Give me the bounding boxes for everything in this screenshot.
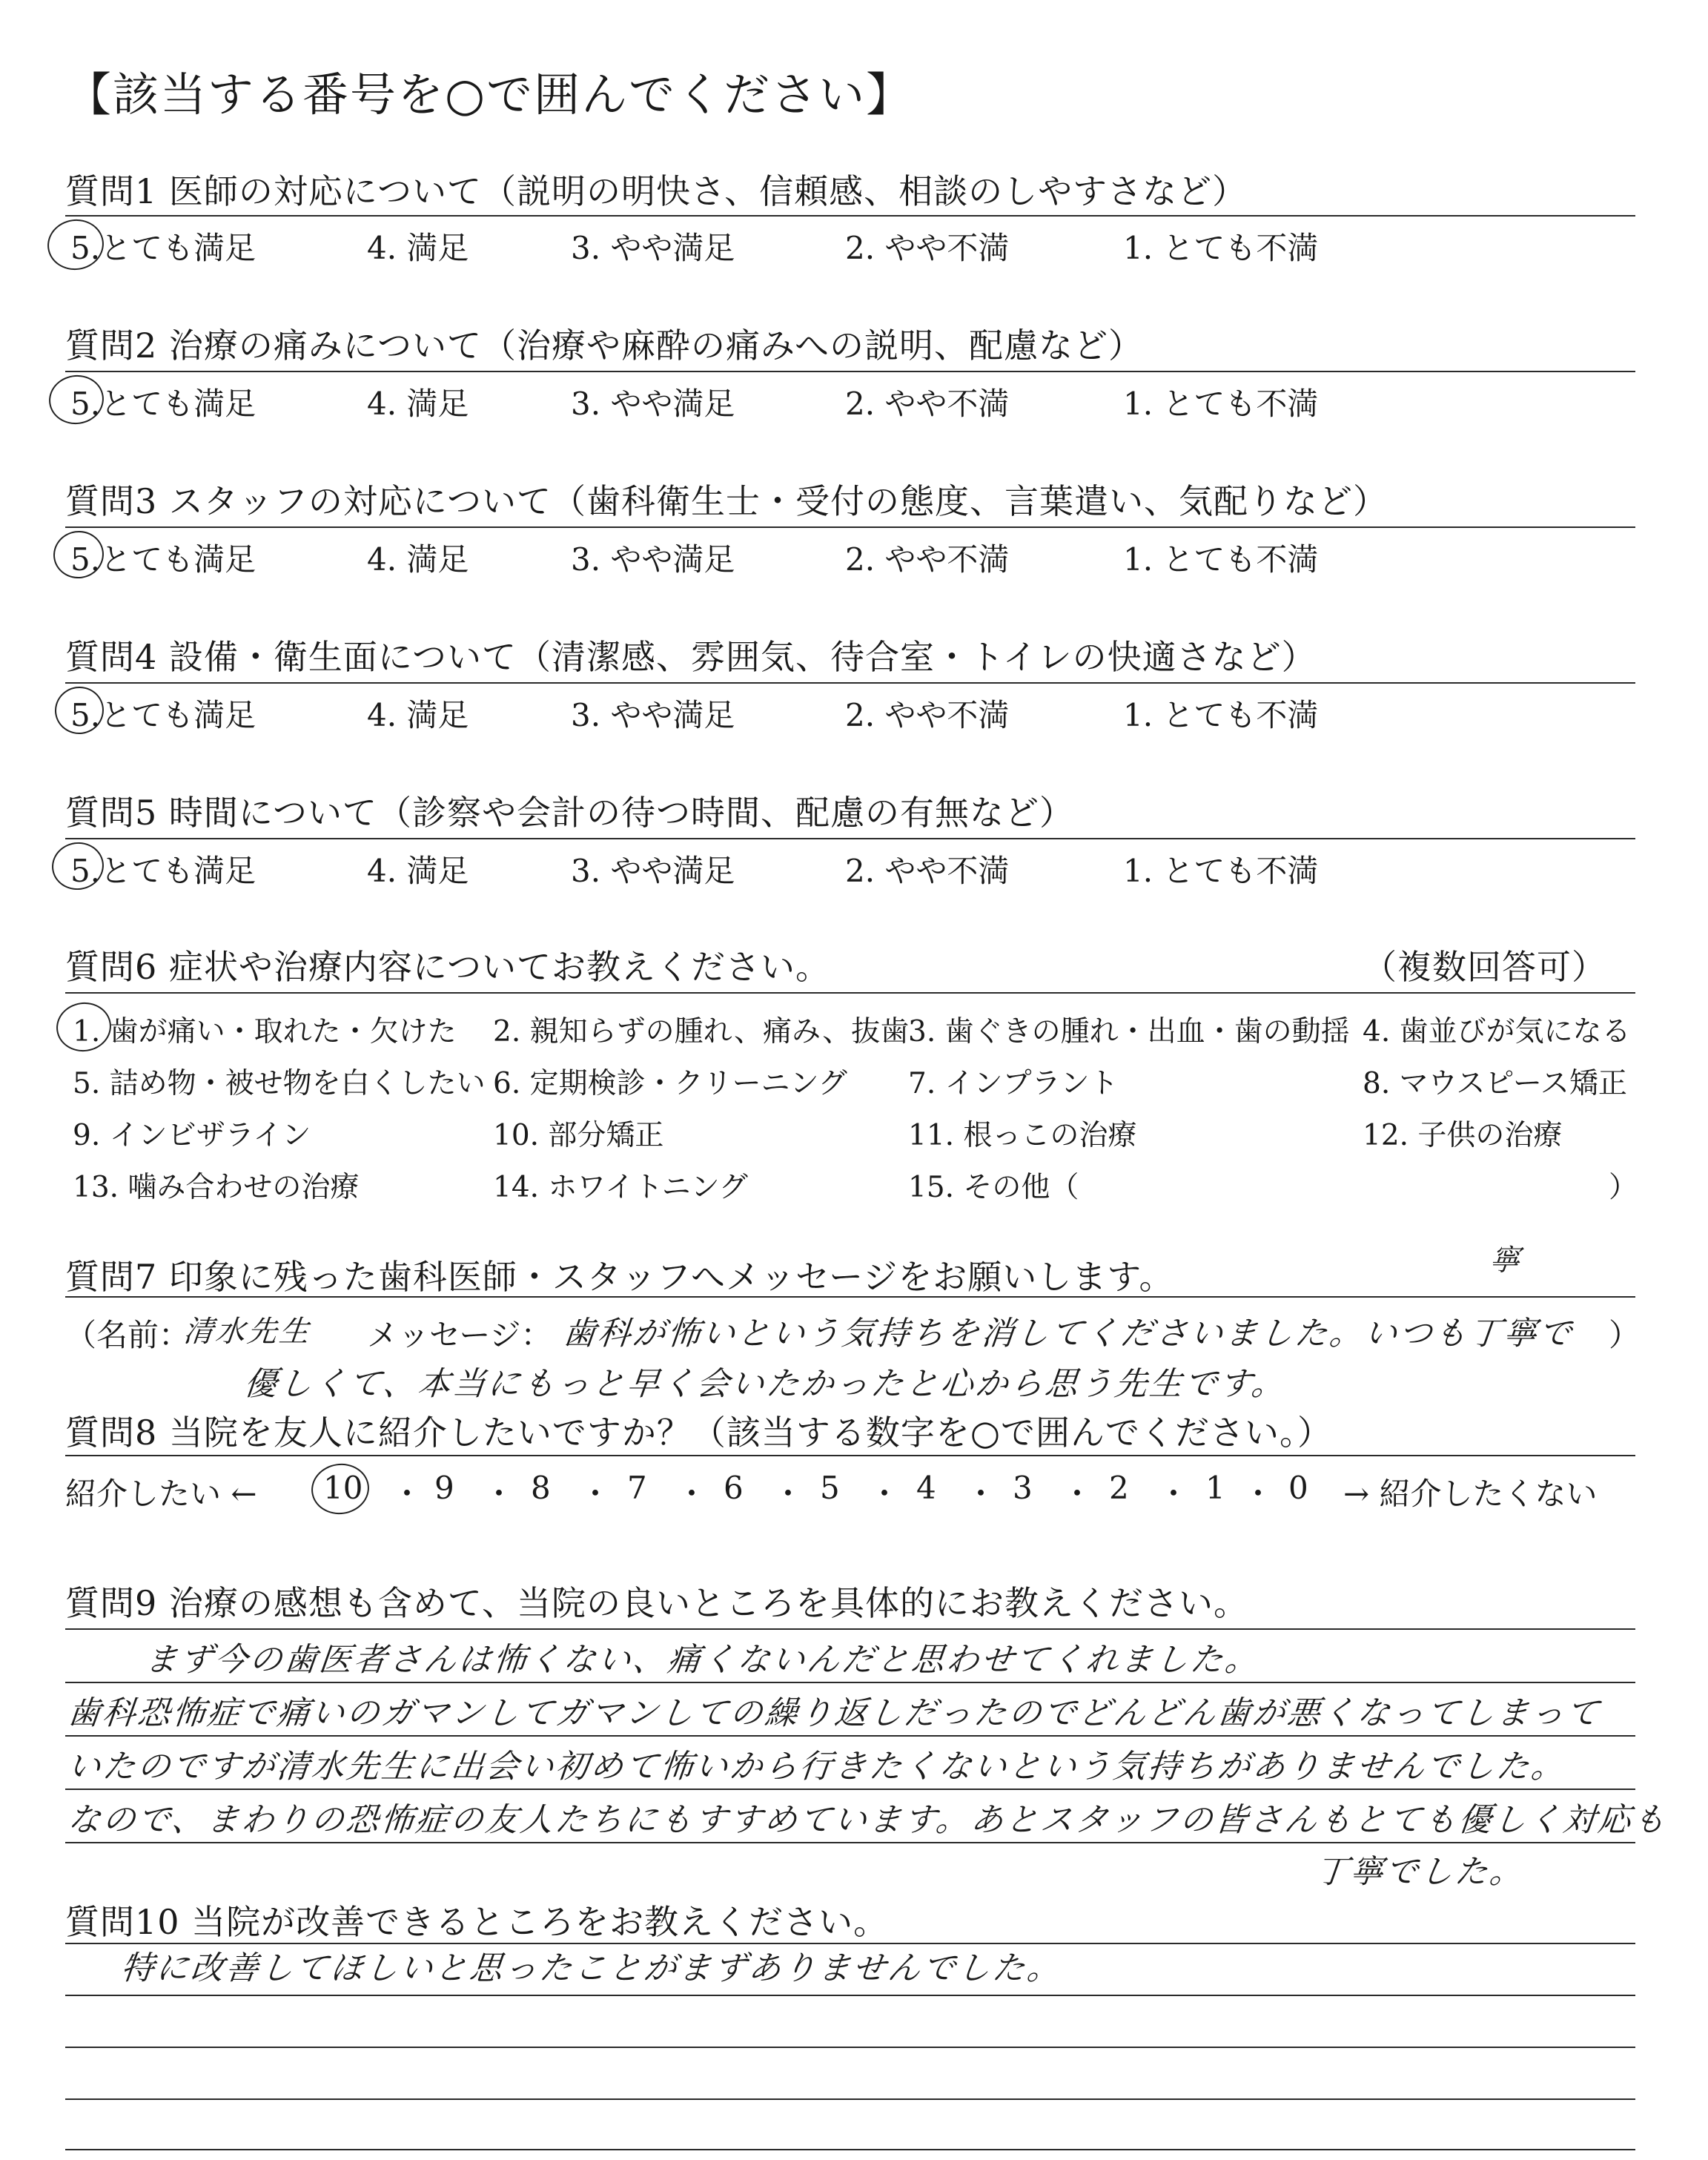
name-label: （名前：	[65, 1317, 191, 1353]
answer-line	[65, 1682, 1635, 1683]
question-3-label: 質問3 スタッフの対応について（歯科衛生士・受付の態度、言葉遣い、気配りなど）	[65, 481, 1388, 521]
option-5[interactable]: 5.とても満足	[70, 386, 256, 422]
answer-line	[65, 1735, 1635, 1737]
scale-0[interactable]: 0	[1288, 1470, 1308, 1506]
option-1[interactable]: 1. とても不満	[1123, 230, 1319, 266]
message-label: メッセージ：	[367, 1317, 552, 1353]
scale-separator: ・	[1242, 1476, 1274, 1512]
option-4[interactable]: 4. 満足	[367, 853, 469, 889]
question-10-label: 質問10 当院が改善できるところをお教えください。	[65, 1902, 889, 1942]
other-close-paren: ）	[1609, 1171, 1638, 1204]
scale-5[interactable]: 5	[820, 1470, 840, 1506]
handwritten-correction: 寧	[1488, 1244, 1524, 1278]
answer-9-line-3[interactable]: いたのですが清水先生に出会い初めて怖いから行きたくないという気持ちがありませんでした。	[65, 1748, 1569, 1786]
form-title: 【該当する番号を○で囲んでください】	[65, 67, 914, 122]
option-2[interactable]: 2. やや不満	[845, 230, 1010, 266]
option-2[interactable]: 2. やや不満	[845, 541, 1010, 578]
scale-2[interactable]: 2	[1109, 1470, 1129, 1506]
scale-separator: ・	[391, 1476, 423, 1512]
answer-9-line-2[interactable]: 歯科恐怖症で痛いのガマンしてガマンしての繰り返しだったのでどんどん歯が悪くなってしまって	[65, 1694, 1603, 1732]
answer-line	[65, 1995, 1635, 1996]
option-5[interactable]: 5.とても満足	[70, 230, 256, 266]
divider	[65, 838, 1635, 839]
option-6-11[interactable]: 11. 根っこの治療	[908, 1119, 1137, 1152]
question-1-label: 質問1 医師の対応について（説明の明快さ、信頼感、相談のしやすさなど）	[65, 171, 1248, 211]
option-6-7[interactable]: 7. インプラント	[908, 1067, 1119, 1100]
scale-separator: ・	[1062, 1476, 1093, 1512]
option-4[interactable]: 4. 満足	[367, 230, 469, 266]
scale-9[interactable]: 9	[434, 1470, 454, 1506]
option-6-9[interactable]: 9. インビザライン	[73, 1119, 311, 1152]
option-6-3[interactable]: 3. 歯ぐきの腫れ・出血・歯の動揺	[908, 1015, 1350, 1048]
option-5[interactable]: 5.とても満足	[70, 853, 256, 889]
divider	[65, 215, 1635, 217]
name-value[interactable]: 清水先生	[182, 1315, 314, 1349]
option-3[interactable]: 3. やや満足	[571, 541, 735, 578]
scale-separator: ・	[483, 1476, 515, 1512]
scale-6[interactable]: 6	[724, 1470, 744, 1506]
option-3[interactable]: 3. やや満足	[571, 230, 735, 266]
option-2[interactable]: 2. やや不満	[845, 386, 1010, 422]
divider	[65, 371, 1635, 372]
selection-circle	[308, 1460, 373, 1518]
option-6-10[interactable]: 10. 部分矯正	[493, 1119, 664, 1152]
message-line-1[interactable]: 歯科が怖いという気持ちを消してくださいました。いつも丁寧で	[560, 1315, 1576, 1353]
divider	[65, 1296, 1635, 1298]
scale-separator: ・	[580, 1476, 612, 1512]
scale-separator: ・	[869, 1476, 901, 1512]
answer-9-line-4[interactable]: なので、まわりの恐怖症の友人たちにもすすめています。あとスタッフの皆さんもとても優しく対応も	[65, 1801, 1670, 1839]
option-1[interactable]: 1. とても不満	[1123, 853, 1319, 889]
answer-line	[65, 2047, 1635, 2048]
divider	[65, 1455, 1635, 1456]
divider	[65, 682, 1635, 684]
option-6-5[interactable]: 5. 詰め物・被せ物を白くしたい	[73, 1067, 486, 1100]
question-9-label: 質問9 治療の感想も含めて、当院の良いところを具体的にお教えください。	[65, 1583, 1248, 1623]
answer-line	[65, 2149, 1635, 2150]
option-2[interactable]: 2. やや不満	[845, 697, 1010, 733]
divider	[65, 526, 1635, 528]
option-6-15[interactable]: 15. その他（	[908, 1171, 1079, 1204]
option-5[interactable]: 5.とても満足	[70, 541, 256, 578]
answer-line	[65, 1789, 1635, 1790]
question-2-label: 質問2 治療の痛みについて（治療や麻酔の痛みへの説明、配慮など）	[65, 326, 1144, 366]
scale-separator: ・	[965, 1476, 997, 1512]
option-5[interactable]: 5.とても満足	[70, 697, 256, 733]
option-4[interactable]: 4. 満足	[367, 386, 469, 422]
option-6-13[interactable]: 13. 噛み合わせの治療	[73, 1171, 360, 1204]
scale-separator: ・	[1158, 1476, 1190, 1512]
option-6-12[interactable]: 12. 子供の治療	[1363, 1119, 1563, 1152]
option-3[interactable]: 3. やや満足	[571, 386, 735, 422]
answer-9-line-1[interactable]: まず今の歯医者さんは怖くない、痛くないんだと思わせてくれました。	[142, 1641, 1262, 1679]
scale-10[interactable]: 10	[323, 1470, 363, 1506]
scale-1[interactable]: 1	[1205, 1470, 1225, 1506]
option-4[interactable]: 4. 満足	[367, 541, 469, 578]
option-1[interactable]: 1. とても不満	[1123, 541, 1319, 578]
divider	[65, 1628, 1635, 1630]
multiple-answer-note: （複数回答可）	[1363, 947, 1606, 987]
scale-separator: ・	[676, 1476, 708, 1512]
answer-line	[65, 2098, 1635, 2100]
option-1[interactable]: 1. とても不満	[1123, 386, 1319, 422]
message-line-2[interactable]: 優しくて、本当にもっと早く会いたかったと心から思う先生です。	[242, 1365, 1288, 1403]
recommend-left-label: 紹介したい ←	[65, 1476, 257, 1512]
option-6-2[interactable]: 2. 親知らずの腫れ、痛み、抜歯	[493, 1015, 910, 1048]
scale-separator: ・	[772, 1476, 804, 1512]
option-6-8[interactable]: 8. マウスピース矯正	[1363, 1067, 1627, 1100]
option-2[interactable]: 2. やや不満	[845, 853, 1010, 889]
option-6-1[interactable]: 1. 歯が痛い・取れた・欠けた	[73, 1015, 457, 1048]
question-4-label: 質問4 設備・衛生面について（清潔感、雰囲気、待合室・トイレの快適さなど）	[65, 637, 1317, 677]
option-3[interactable]: 3. やや満足	[571, 853, 735, 889]
divider	[65, 992, 1635, 994]
question-7-label: 質問7 印象に残った歯科医師・スタッフへメッセージをお願いします。	[65, 1257, 1174, 1297]
scale-7[interactable]: 7	[627, 1470, 647, 1506]
answer-line	[65, 1842, 1635, 1843]
recommend-right-label: → 紹介したくない	[1343, 1476, 1598, 1512]
scale-4[interactable]: 4	[916, 1470, 936, 1506]
option-3[interactable]: 3. やや満足	[571, 697, 735, 733]
option-4[interactable]: 4. 満足	[367, 697, 469, 733]
option-6-14[interactable]: 14. ホワイトニング	[493, 1171, 748, 1204]
message-close-paren: ）	[1609, 1317, 1641, 1353]
option-1[interactable]: 1. とても不満	[1123, 697, 1319, 733]
answer-9-line-5[interactable]: 丁寧でした。	[1313, 1853, 1527, 1891]
question-5-label: 質問5 時間について（診察や会計の待つ時間、配慮の有無など）	[65, 793, 1074, 833]
option-6-6[interactable]: 6. 定期検診・クリーニング	[493, 1067, 847, 1100]
option-6-4[interactable]: 4. 歯並びが気になる	[1363, 1015, 1631, 1048]
question-8-label: 質問8 当院を友人に紹介したいですか？（該当する数字を○で囲んでください。）	[65, 1413, 1333, 1453]
question-6-label: 質問6 症状や治療内容についてお教えください。	[65, 947, 830, 987]
scale-3[interactable]: 3	[1013, 1470, 1033, 1506]
answer-10-line-1[interactable]: 特に改善してほしいと思ったことがまずありませんでした。	[119, 1949, 1065, 1987]
scale-8[interactable]: 8	[531, 1470, 551, 1506]
